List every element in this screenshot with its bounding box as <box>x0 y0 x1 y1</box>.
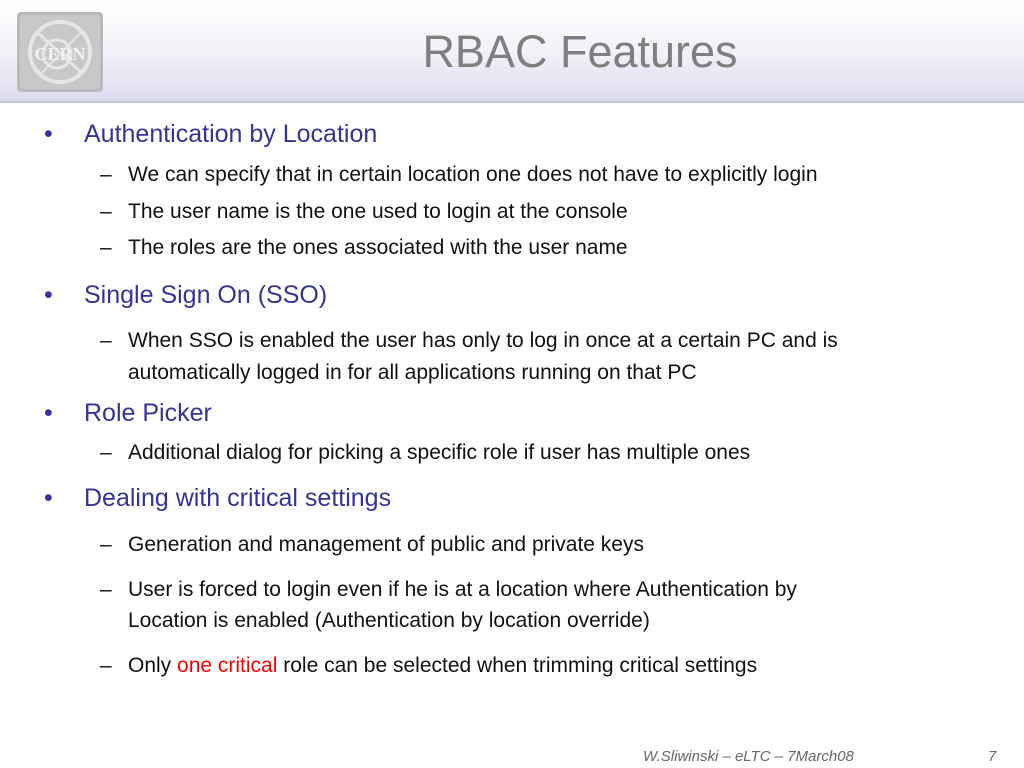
text-suffix: role can be selected when trimming critical settings <box>277 654 758 677</box>
footer-author-event: W.Sliwinski – eLTC – 7March08 <box>643 748 854 765</box>
sub-bullet-text: Generation and management of public and private keys <box>128 533 644 556</box>
highlighted-text: one critical <box>177 654 278 677</box>
sub-bullet-text-line2: automatically logged in for all applications running on that PC <box>128 361 697 384</box>
sub-bullet-text <box>128 650 757 682</box>
text-prefix: Only <box>128 654 178 677</box>
sub-bullet-text: We can specify that in certain location one does not have to explicitly login <box>128 163 818 186</box>
dash-marker: – <box>100 441 112 464</box>
sub-bullet-text-line1: When SSO is enabled the user has only to log in once at a certain PC and is <box>128 329 838 352</box>
page-number: 7 <box>988 748 997 765</box>
bullet-heading: Single Sign On (SSO) <box>84 281 328 309</box>
slide-title: RBAC Features <box>422 26 738 77</box>
dash-marker: – <box>100 654 112 677</box>
sub-bullet-text: The user name is the one used to login at the console <box>128 200 628 223</box>
dash-marker: – <box>100 578 112 601</box>
bullet-heading: Role Picker <box>84 399 212 427</box>
sub-bullet-text-line2: Location is enabled (Authentication by location override) <box>128 609 650 632</box>
bullet-marker: • <box>44 120 53 148</box>
bullet-marker: • <box>44 281 53 309</box>
dash-marker: – <box>100 329 112 352</box>
dash-marker: – <box>100 163 112 186</box>
bullet-heading: Authentication by Location <box>84 120 378 148</box>
dash-marker: – <box>100 533 112 556</box>
bullet-heading: Dealing with critical settings <box>84 484 392 512</box>
sub-bullet-text: Additional dialog for picking a specific role if user has multiple ones <box>128 441 751 464</box>
bullet-marker: • <box>44 399 53 427</box>
sub-bullet-text-line1: User is forced to login even if he is at a location where Authentication by <box>128 578 797 601</box>
slide-header <box>0 0 1024 103</box>
cern-logo <box>17 12 103 92</box>
dash-marker: – <box>100 200 112 223</box>
dash-marker: – <box>100 236 112 259</box>
bullet-marker: • <box>44 484 53 512</box>
svg-text:CERN: CERN <box>34 44 86 64</box>
sub-bullet-text: The roles are the ones associated with the user name <box>128 236 628 259</box>
